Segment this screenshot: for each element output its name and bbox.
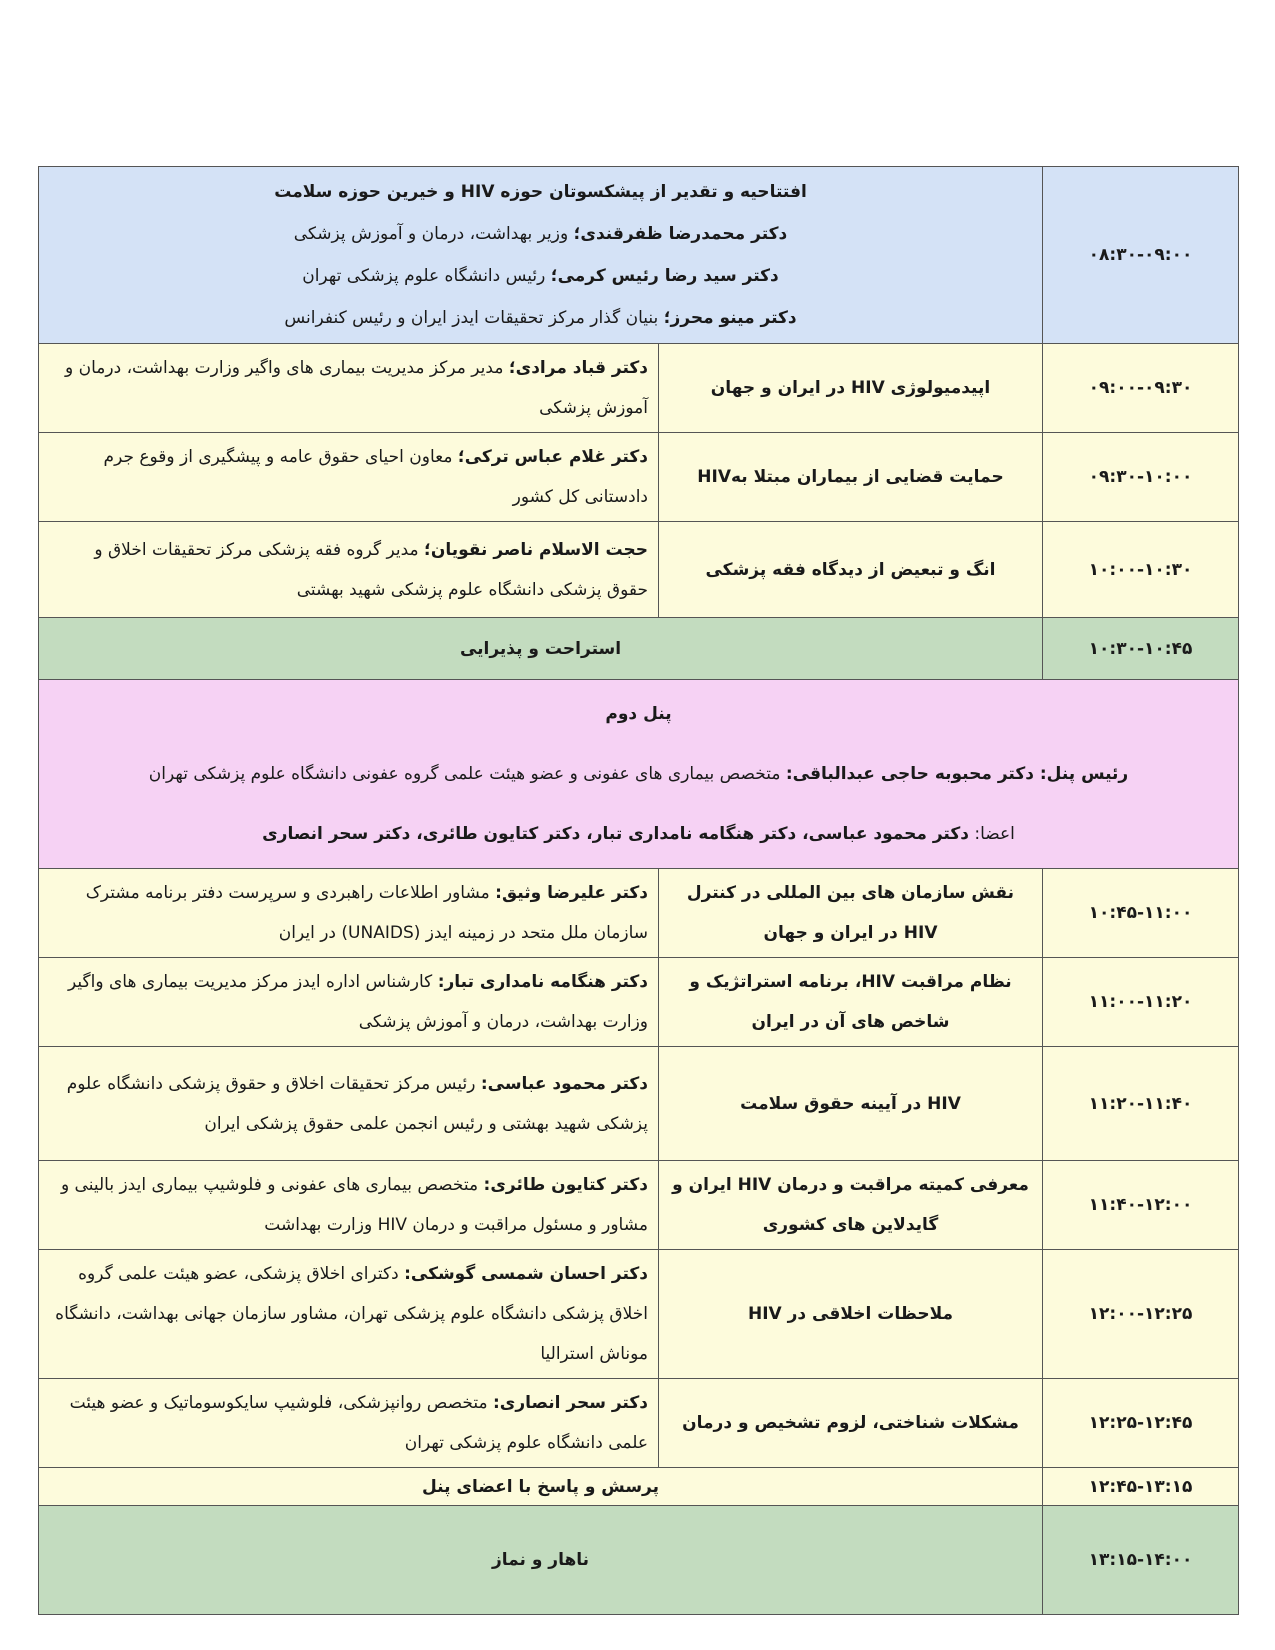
time-cell: ۱۰:۳۰-۱۰:۴۵ [1043, 618, 1239, 680]
session-row [39, 958, 1239, 1047]
lunch-row [39, 1506, 1239, 1615]
session-row [39, 1161, 1239, 1250]
time-cell: ۰۸:۳۰-۰۹:۰۰ [1043, 167, 1239, 344]
time-cell: ۱۱:۴۰-۱۲:۰۰ [1043, 1161, 1239, 1250]
speaker-cell: دکتر محمود عباسی: رئیس مرکز تحقیقات اخلاق و حقوق پزشکی دانشگاه علوم پزشکی شهید بهشتی و رئیس انجمن علمی حقوق پزشکی ایران [39, 1047, 659, 1161]
lunch-title: ناهار و نماز [39, 1506, 1043, 1615]
time-cell: ۱۲:۲۵-۱۲:۴۵ [1043, 1379, 1239, 1468]
panel-members: اعضا: دکتر محمود عباسی، دکتر هنگامه نامداری تبار، دکتر کتایون طائری، دکتر سحر انصاری [262, 824, 1015, 844]
speaker-line: دکتر مینو محرز؛ بنیان گذار مرکز تحقیقات ایدز ایران و رئیس کنفرانس [284, 308, 797, 328]
speaker-cell: دکتر غلام عباس ترکی؛ معاون احیای حقوق عامه و پیشگیری از وقوع جرم دادستانی کل کشور [39, 433, 659, 522]
speaker-cell: دکتر علیرضا وثیق: مشاور اطلاعات راهبردی و سرپرست دفتر برنامه مشترک سازمان ملل متحد در زمینه ایدز (UNAIDS) در ایران [39, 869, 659, 958]
time-cell: ۱۰:۰۰-۱۰:۳۰ [1043, 522, 1239, 618]
time-cell: ۱۱:۲۰-۱۱:۴۰ [1043, 1047, 1239, 1161]
speaker-cell: دکتر قباد مرادی؛ مدیر مرکز مدیریت بیماری های واگیر وزارت بهداشت، درمان و آموزش پزشکی [39, 344, 659, 433]
time-cell: ۱۲:۰۰-۱۲:۲۵ [1043, 1250, 1239, 1379]
session-row [39, 344, 1239, 433]
panel-heading: پنل دوم [605, 704, 672, 724]
time-cell: ۱۱:۰۰-۱۱:۲۰ [1043, 958, 1239, 1047]
session-row [39, 1047, 1239, 1161]
break-title: استراحت و پذیرایی [39, 618, 1043, 680]
session-title: انگ و تبعیض از دیدگاه فقه پزشکی [659, 522, 1043, 618]
opening-title: افتتاحیه و تقدیر از پیشکسوتان حوزه HIV و خیرین حوزه سلامت [274, 182, 807, 202]
speaker-cell: دکتر احسان شمسی گوشکی: دکترای اخلاق پزشکی، عضو هیئت علمی گروه اخلاق پزشکی دانشگاه علوم پزشکی تهران، مشاور سازمان جهانی بهداشت، دانشگاه موناش استرالیا [39, 1250, 659, 1379]
session-row [39, 1250, 1239, 1379]
time-cell: ۰۹:۳۰-۱۰:۰۰ [1043, 433, 1239, 522]
speaker-line: دکتر محمدرضا ظفرقندی؛ وزیر بهداشت، درمان و آموزش پزشکی [293, 224, 788, 244]
session-title: نقش سازمان های بین المللی در کنترل HIV در ایران و جهان [659, 869, 1043, 958]
session-title: حمایت قضایی از بیماران مبتلا بهHIV [659, 433, 1043, 522]
session-title: نظام مراقبت HIV، برنامه استراتژیک و شاخص های آن در ایران [659, 958, 1043, 1047]
time-cell: ۱۰:۴۵-۱۱:۰۰ [1043, 869, 1239, 958]
speaker-line: دکتر سید رضا رئیس کرمی؛ رئیس دانشگاه علوم پزشکی تهران [302, 266, 779, 286]
session-row [39, 1379, 1239, 1468]
panel-cell [39, 680, 1239, 869]
speaker-cell: حجت الاسلام ناصر نقویان؛ مدیر گروه فقه پزشکی مرکز تحقیقات اخلاق و حقوق پزشکی دانشگاه علوم پزشکی شهید بهشتی [39, 522, 659, 618]
schedule-table [38, 166, 1239, 1615]
opening-row [39, 167, 1239, 344]
session-row [39, 433, 1239, 522]
break-row [39, 618, 1239, 680]
session-title: اپیدمیولوژی HIV در ایران و جهان [659, 344, 1043, 433]
opening-cell [39, 167, 1043, 344]
speaker-cell: دکتر سحر انصاری: متخصص روانپزشکی، فلوشیپ سایکوسوماتیک و عضو هیئت علمی دانشگاه علوم پزشکی تهران [39, 1379, 659, 1468]
time-cell: ۱۲:۴۵-۱۳:۱۵ [1043, 1468, 1239, 1506]
session-title: مشکلات شناختی، لزوم تشخیص و درمان [659, 1379, 1043, 1468]
speaker-cell: دکتر هنگامه نامداری تبار: کارشناس اداره ایدز مرکز مدیریت بیماری های واگیر وزارت بهداشت، درمان و آموزش پزشکی [39, 958, 659, 1047]
panel-chair: رئیس پنل: دکتر محبوبه حاجی عبدالباقی: متخصص بیماری های عفونی و عضو هیئت علمی گروه عفونی دانشگاه علوم پزشکی تهران [148, 764, 1129, 784]
speaker-cell: دکتر کتایون طائری: متخصص بیماری های عفونی و فلوشیپ بیماری ایدز بالینی و مشاور و مسئول مراقبت و درمان HIV وزارت بهداشت [39, 1161, 659, 1250]
time-cell: ۱۳:۱۵-۱۴:۰۰ [1043, 1506, 1239, 1615]
time-cell: ۰۹:۰۰-۰۹:۳۰ [1043, 344, 1239, 433]
session-title: HIV در آیینه حقوق سلامت [659, 1047, 1043, 1161]
session-row [39, 869, 1239, 958]
qa-title: پرسش و پاسخ با اعضای پنل [39, 1468, 1043, 1506]
session-title: ملاحظات اخلاقی در HIV [659, 1250, 1043, 1379]
panel-row [39, 680, 1239, 869]
session-title: معرفی کمیته مراقبت و درمان HIV ایران و گایدلاین های کشوری [659, 1161, 1043, 1250]
qa-row [39, 1468, 1239, 1506]
session-row [39, 522, 1239, 618]
